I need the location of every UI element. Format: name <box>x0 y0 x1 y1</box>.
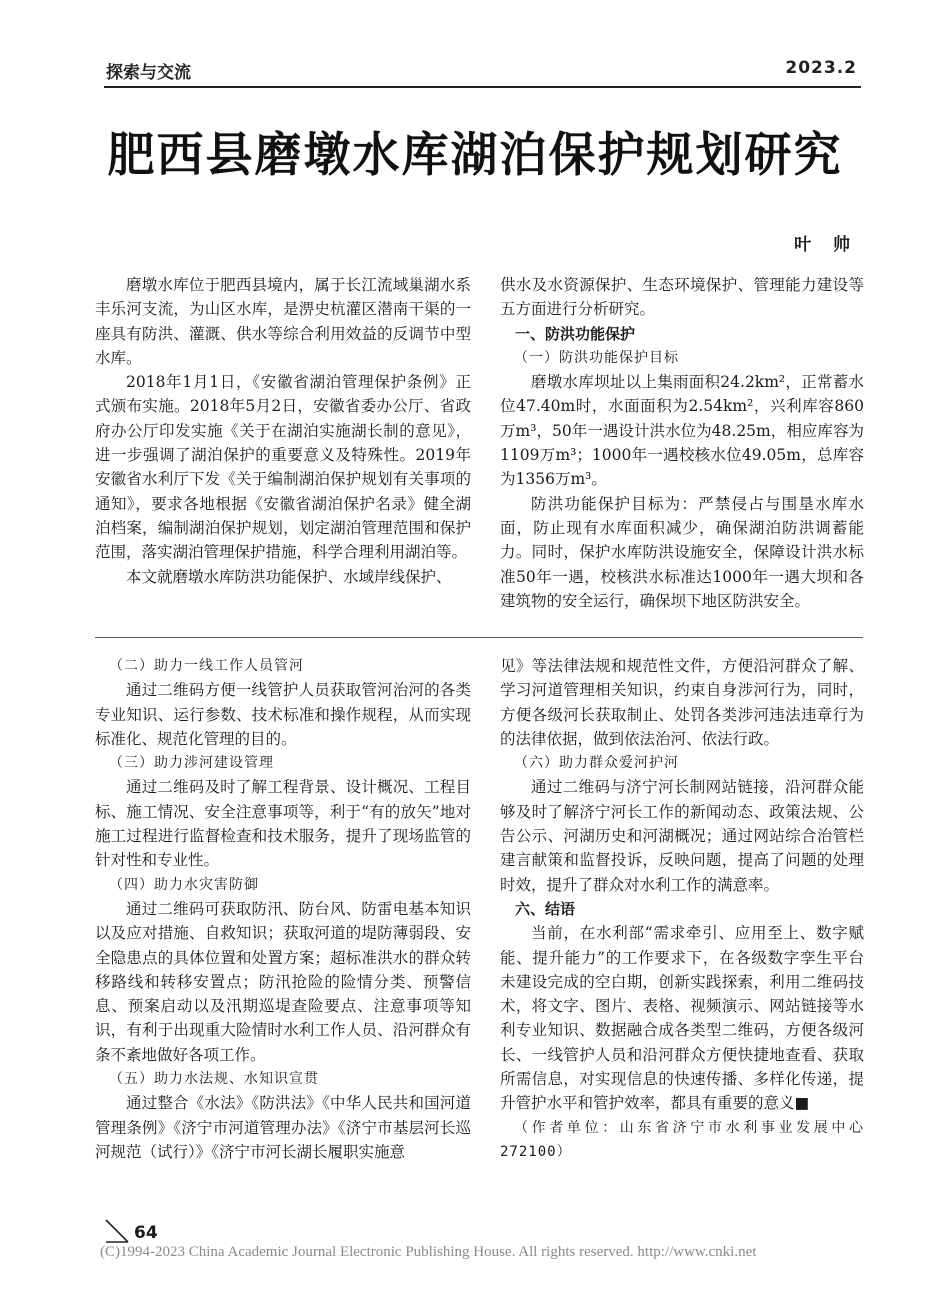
body-paragraph: 磨墩水库位于肥西县境内，属于长江流域巢湖水系丰乐河支流，为山区水库，是淠史杭灌区潜南干渠的一座具有防洪、灌溉、供水等综合利用效益的反调节中型水库。 <box>95 276 471 367</box>
body-paragraph: 通过二维码可获取防汛、防台风、防雷电基本知识以及应对措施、自救知识；获取河道的堤防薄弱段、安全隐患点的具体位置和处置方案；超标准洪水的群众转移路线和转移安置点；防汛抢险的险情分类、预警信息、预案启动以及汛期巡堤查险要点、注意事项等知识，有利于出现重大险情时水利工作人员、沿河群众有条不紊地做好各项工作。 <box>95 899 471 1064</box>
body-paragraph: 防洪功能保护目标为：严禁侵占与围垦水库水面，防止现有水库面积减少，确保湖泊防洪调蓄能力。同时，保护水库防洪设施安全，保障设计洪水标准50年一遇，校核洪水标准达1000年一遇大坝和各建筑物的安全运行，确保坝下地区防洪安全。 <box>500 494 864 610</box>
section-heading: 六、结语 <box>515 899 576 918</box>
subsection-heading: （一）防洪功能保护目标 <box>514 349 679 366</box>
subsection-heading: （三）助力涉河建设管理 <box>109 755 274 772</box>
column-bottom-left <box>95 654 471 1164</box>
body-paragraph: 2018年1月1日，《安徽省湖泊管理保护条例》正式颁布实施。2018年5月2日，安徽省委办公厅、省政府办公厅印发实施《关于在湖泊实施湖长制的意见》，进一步强调了湖泊保护的重要意义及特殊性。2019年安徽省水利厅下发《关于编制湖泊保护规划有关事项的通知》，要求各地根据《安徽省湖泊保护名录》健全湖泊档案，编制湖泊保护规划，划定湖泊管理范围和保护范围，落实湖泊管理保护措施，科学合理利用湖泊等。 <box>95 373 471 562</box>
section-divider <box>95 637 863 638</box>
body-paragraph: 通过二维码与济宁河长制网站链接，沿河群众能够及时了解济宁河长工作的新闻动态、政策法规、公告公示、河湖历史和河湖概况；通过网站综合治管栏建言献策和监督投诉，反映问题，提高了问题的处理时效，提升了群众对水利工作的满意率。 <box>500 778 864 894</box>
body-paragraph: 本文就磨墩水库防洪功能保护、水域岸线保护、 <box>126 567 452 586</box>
body-paragraph: 通过整合《水法》《防洪法》《中华人民共和国河道管理条例》《济宁市河道管理办法》《济宁市基层河长巡河规范（试行）》《济宁市河长湖长履职实施意 <box>95 1094 471 1161</box>
column-top-left <box>95 273 471 589</box>
body-paragraph: 见》等法律法规和规范性文件，方便沿河群众了解、学习河道管理相关知识，约束自身涉河行为，同时，方便各级河长获取制止、处罚各类涉河违法违章行为的法律依据，做到依法治河、依法行政。 <box>500 657 864 748</box>
header-rule <box>104 86 861 88</box>
body-paragraph: 当前，在水利部“需求牵引、应用至上、数字赋能、提升能力”的工作要求下，在各级数字孪生平台未建设完成的空白期，创新实践探索，利用二维码技术，将文字、图片、表格、视频演示、网站链接等水利专业知识、数据融合成各类型二维码，方便各级河长、一线管护人员和沿河群众方便快捷地查看、获取所需信息，对实现信息的快速传播、多样化传递，提升管护水平和管护效率，都具有重要的意义■ <box>500 924 864 1113</box>
subsection-heading: （六）助力群众爱河护河 <box>514 755 679 772</box>
page-corner-icon <box>104 1218 130 1244</box>
author-name: 叶 帅 <box>794 235 858 255</box>
issue-label: 2023.2 <box>785 58 857 78</box>
body-paragraph: 通过二维码及时了解工程背景、设计概况、工程目标、施工情况、安全注意事项等，利于“有的放矢”地对施工过程进行监督检查和技术服务，提升了现场监管的针对性和专业性。 <box>95 778 471 870</box>
article-title: 肥西县磨墩水库湖泊保护规划研究 <box>107 128 843 183</box>
subsection-heading: （五）助力水法规、水知识宣贯 <box>109 1071 319 1088</box>
section-heading: 一、防洪功能保护 <box>515 324 636 343</box>
body-paragraph: 磨墩水库坝址以上集雨面积24.2km²，正常蓄水位47.40m时，水面面积为2.54km²，兴利库容860万m³，50年一遇设计洪水位为48.25m，相应库容为1109万m³；1000年一遇校核水位49.05m，总库容为1356万m³。 <box>500 373 864 489</box>
journal-section-label: 探索与交流 <box>106 63 191 83</box>
column-top-right <box>500 273 864 613</box>
subsection-heading: （作者单位：山东省济宁市水利事业发展中心272100） <box>500 1119 864 1160</box>
body-paragraph: 通过二维码方便一线管护人员获取管河治河的各类专业知识、运行参数、技术标准和操作规程，从而实现标准化、规范化管理的目的。 <box>95 681 471 748</box>
column-bottom-right <box>500 654 864 1164</box>
body-paragraph: 供水及水资源保护、生态环境保护、管理能力建设等五方面进行分析研究。 <box>500 276 864 319</box>
copyright-footer: (C)1994-2023 China Academic Journal Electronic Publishing House. All rights reserved. http://www.cnki.net <box>100 1244 757 1260</box>
subsection-heading: （二）助力一线工作人员管河 <box>109 658 304 674</box>
subsection-heading: （四）助力水灾害防御 <box>109 876 259 893</box>
page-number: 64 <box>134 1223 158 1243</box>
